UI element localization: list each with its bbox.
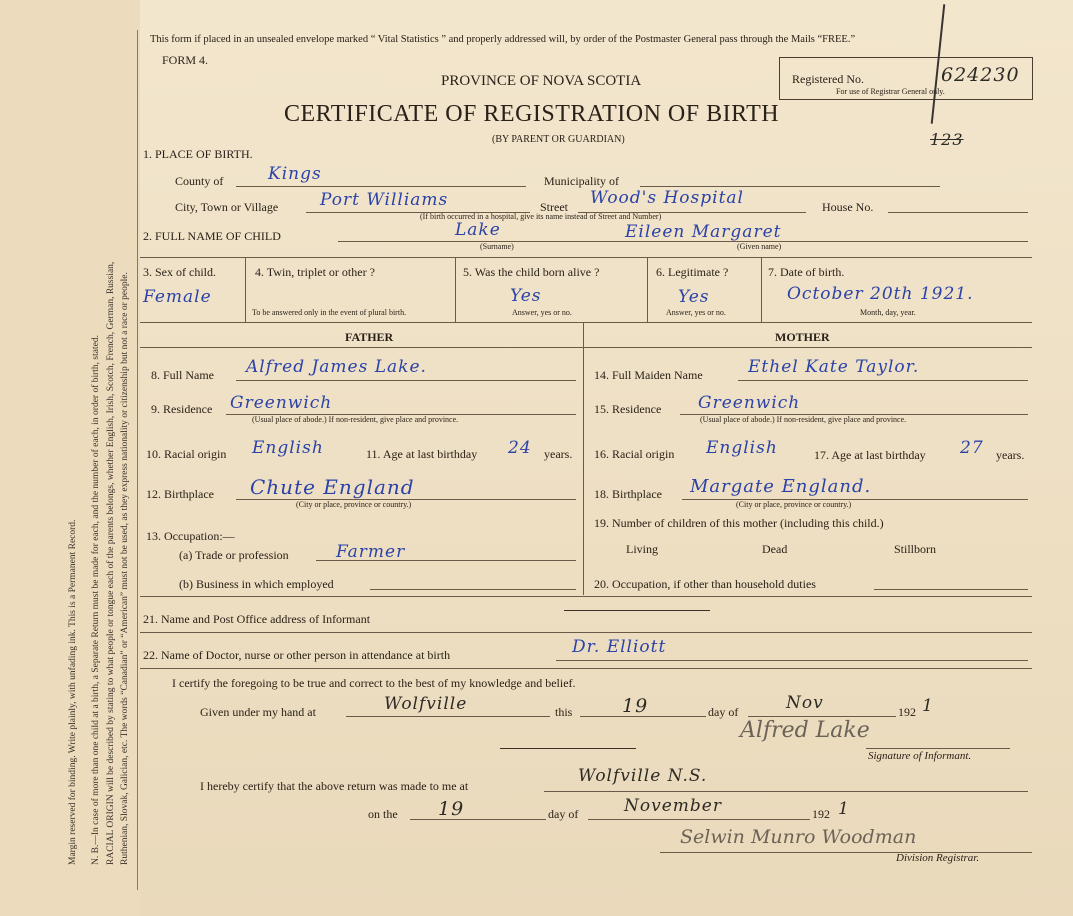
mother-residence-label: 15. Residence — [594, 402, 662, 416]
legit-note: Answer, yes or no. — [666, 308, 726, 317]
city-value: Port Williams — [320, 190, 449, 210]
father-name-label: 8. Full Name — [151, 368, 214, 382]
mother-occupation-line — [874, 589, 1028, 590]
margin-note-1: Margin reserved for binding. Write plainly, with unfading ink. This is a Permanent Record. — [68, 519, 78, 865]
registrar-day: 19 — [438, 798, 465, 820]
father-residence: Greenwich — [230, 393, 333, 413]
informant-label: 21. Name and Post Office address of Informant — [143, 612, 371, 626]
father-birthplace-note: (City or place, province or country.) — [296, 500, 412, 509]
doctor-line — [556, 660, 1028, 661]
parents-bottom-line — [140, 596, 1032, 597]
alive-label: 5. Was the child born alive ? — [463, 265, 600, 279]
informant-signature: Alfred Lake — [740, 718, 870, 743]
given-at-line — [346, 716, 550, 717]
alive-value: Yes — [510, 286, 542, 306]
grid-divider-3 — [647, 257, 648, 322]
county-label: County of — [175, 174, 224, 188]
margin-note-2: N. B.—In case of more than one child at a birth, a Separate Return must be made for each, and the number of each, in order of birth, stated. — [91, 335, 101, 865]
informant-signature-line — [866, 748, 1010, 749]
father-years: years. — [544, 447, 573, 461]
doctor-bottom-line — [140, 668, 1032, 669]
child-surname: Lake — [455, 220, 501, 240]
trade-value: Farmer — [336, 542, 406, 562]
registered-number: 624230 — [941, 64, 1020, 86]
grid-divider-4 — [761, 257, 762, 322]
mother-age-label: 17. Age at last birthday — [814, 448, 926, 462]
alive-note: Answer, yes or no. — [512, 308, 572, 317]
given-note: (Given name) — [737, 242, 782, 251]
mother-residence: Greenwich — [698, 393, 801, 413]
registrar-signature-label: Division Registrar. — [896, 852, 980, 864]
city-label: City, Town or Village — [175, 200, 279, 214]
place-of-birth-heading: 1. PLACE OF BIRTH. — [143, 147, 253, 161]
house-label: House No. — [822, 200, 874, 214]
page-title: CERTIFICATE OF REGISTRATION OF BIRTH — [284, 101, 780, 127]
registrar-year-suffix: 1 — [838, 799, 850, 819]
given-day: 19 — [622, 695, 649, 717]
father-age: 24 — [508, 438, 532, 458]
municipality-line — [640, 186, 940, 187]
grid-top-line — [140, 257, 1032, 258]
registrar-year-prefix: 192 — [812, 807, 830, 821]
registrar-signature: Selwin Munro Woodman — [680, 826, 917, 848]
parents-divider — [583, 322, 584, 595]
legit-label: 6. Legitimate ? — [656, 265, 729, 279]
margin-note-4: Ruthenian, Slovak, Galician, etc. The words “Canadian” or “American” must not be used, as they express nationality or citizenship but not a race or people. — [120, 272, 130, 865]
father-name-line — [236, 380, 576, 381]
registrar-place: Wolfville N.S. — [578, 766, 708, 786]
mother-name: Ethel Kate Taylor. — [748, 357, 920, 377]
trade-label: (a) Trade or profession — [179, 548, 289, 562]
registered-note: For use of Registrar General only. — [836, 87, 945, 96]
registrar-day-line — [410, 819, 546, 820]
informant-bottom-line — [140, 632, 1032, 633]
county-line — [236, 186, 526, 187]
father-age-label: 11. Age at last birthday — [366, 447, 478, 461]
date-note: Month, day, year. — [860, 308, 916, 317]
father-race-label: 10. Racial origin — [146, 447, 227, 461]
house-line — [888, 212, 1028, 213]
form-left-border — [137, 30, 138, 890]
margin-note-3: RACIAL ORIGIN will be described by stating to what people or tongue each of the parents belongs, whether English, Irish, Scotch, French, German, Russian, — [106, 261, 116, 865]
sex-value: Female — [143, 287, 212, 307]
struck-number: 123 — [930, 130, 964, 149]
mother-occupation-label: 20. Occupation, if other than household duties — [594, 577, 816, 591]
mother-name-line — [738, 380, 1028, 381]
mother-race-label: 16. Racial origin — [594, 447, 675, 461]
mother-years: years. — [996, 448, 1025, 462]
father-race: English — [252, 438, 324, 458]
mother-residence-note: (Usual place of abode.) If non-resident, give place and province. — [700, 415, 907, 424]
informant-line — [564, 610, 710, 611]
province-heading: PROVINCE OF NOVA SCOTIA — [441, 73, 642, 89]
given-at-value: Wolfville — [384, 694, 468, 714]
certify-statement: I certify the foregoing to be true and correct to the best of my knowledge and belief. — [172, 676, 576, 690]
sex-label: 3. Sex of child. — [143, 265, 216, 279]
given-month-line — [748, 716, 896, 717]
child-name-label: 2. FULL NAME OF CHILD — [143, 229, 281, 243]
given-month: Nov — [786, 693, 824, 713]
given-day-of-label: day of — [708, 705, 739, 719]
date-value: October 20th 1921. — [787, 284, 974, 304]
grid-bottom-line — [140, 322, 1032, 323]
top-notice: This form if placed in an unsealed envelope marked “ Vital Statistics ” and properly addressed will, by order of the Postmaster General pass through the Mails “FREE.” — [150, 34, 856, 45]
registrar-place-line — [544, 791, 1028, 792]
given-year-prefix: 192 — [898, 705, 916, 719]
registrar-statement: I hereby certify that the above return was made to me at — [200, 779, 469, 793]
stillborn-label: Stillborn — [894, 542, 937, 556]
father-birthplace: Chute England — [250, 475, 415, 499]
registered-label: Registered No. — [792, 72, 864, 86]
twin-label: 4. Twin, triplet or other ? — [255, 265, 375, 279]
given-under-label: Given under my hand at — [200, 705, 316, 719]
registrar-month-line — [588, 819, 810, 820]
mother-birthplace: Margate England. — [690, 476, 872, 497]
father-heading: FATHER — [345, 330, 394, 344]
mother-name-label: 14. Full Maiden Name — [594, 368, 703, 382]
parents-heading-line — [140, 347, 1032, 348]
page-subtitle: (BY PARENT OR GUARDIAN) — [492, 134, 625, 145]
twin-note: To be answered only in the event of plural birth. — [252, 308, 407, 317]
grid-divider-1 — [245, 257, 246, 322]
business-line — [370, 589, 576, 590]
date-label: 7. Date of birth. — [768, 265, 845, 279]
living-label: Living — [626, 542, 658, 556]
business-label: (b) Business in which employed — [179, 577, 334, 591]
grid-divider-2 — [455, 257, 456, 322]
this-label: this — [555, 705, 573, 719]
father-residence-label: 9. Residence — [151, 402, 213, 416]
doctor-label: 22. Name of Doctor, nurse or other person in attendance at birth — [143, 648, 451, 662]
mother-children-label: 19. Number of children of this mother (including this child.) — [594, 516, 884, 530]
child-given-name: Eileen Margaret — [625, 222, 782, 242]
mother-birthplace-note: (City or place, province or country.) — [736, 500, 852, 509]
mother-race: English — [706, 438, 778, 458]
registrar-on-label: on the — [368, 807, 398, 821]
certify-blank-line — [500, 748, 636, 749]
doctor-value: Dr. Elliott — [572, 637, 667, 657]
street-value: Wood's Hospital — [590, 188, 744, 208]
mother-birthplace-label: 18. Birthplace — [594, 487, 662, 501]
dead-label: Dead — [762, 542, 788, 556]
given-year-suffix: 1 — [922, 696, 934, 716]
mother-heading: MOTHER — [775, 330, 830, 344]
mother-birthplace-line — [682, 499, 1028, 500]
informant-signature-label: Signature of Informant. — [868, 750, 972, 762]
form-number: FORM 4. — [162, 53, 209, 67]
legit-value: Yes — [678, 287, 710, 307]
street-note: (If birth occurred in a hospital, give its name instead of Street and Number) — [420, 212, 662, 221]
father-residence-note: (Usual place of abode.) If non-resident, give place and province. — [252, 415, 459, 424]
county-value: Kings — [268, 164, 322, 184]
registrar-month: November — [624, 796, 722, 816]
mother-age: 27 — [960, 438, 984, 458]
street-label: Street — [540, 200, 568, 214]
surname-note: (Surname) — [480, 242, 514, 251]
father-birthplace-label: 12. Birthplace — [146, 487, 214, 501]
registrar-day-of-label: day of — [548, 807, 579, 821]
municipality-label: Municipality of — [544, 174, 619, 188]
father-occupation-label: 13. Occupation:— — [146, 529, 235, 543]
father-name: Alfred James Lake. — [246, 357, 427, 377]
